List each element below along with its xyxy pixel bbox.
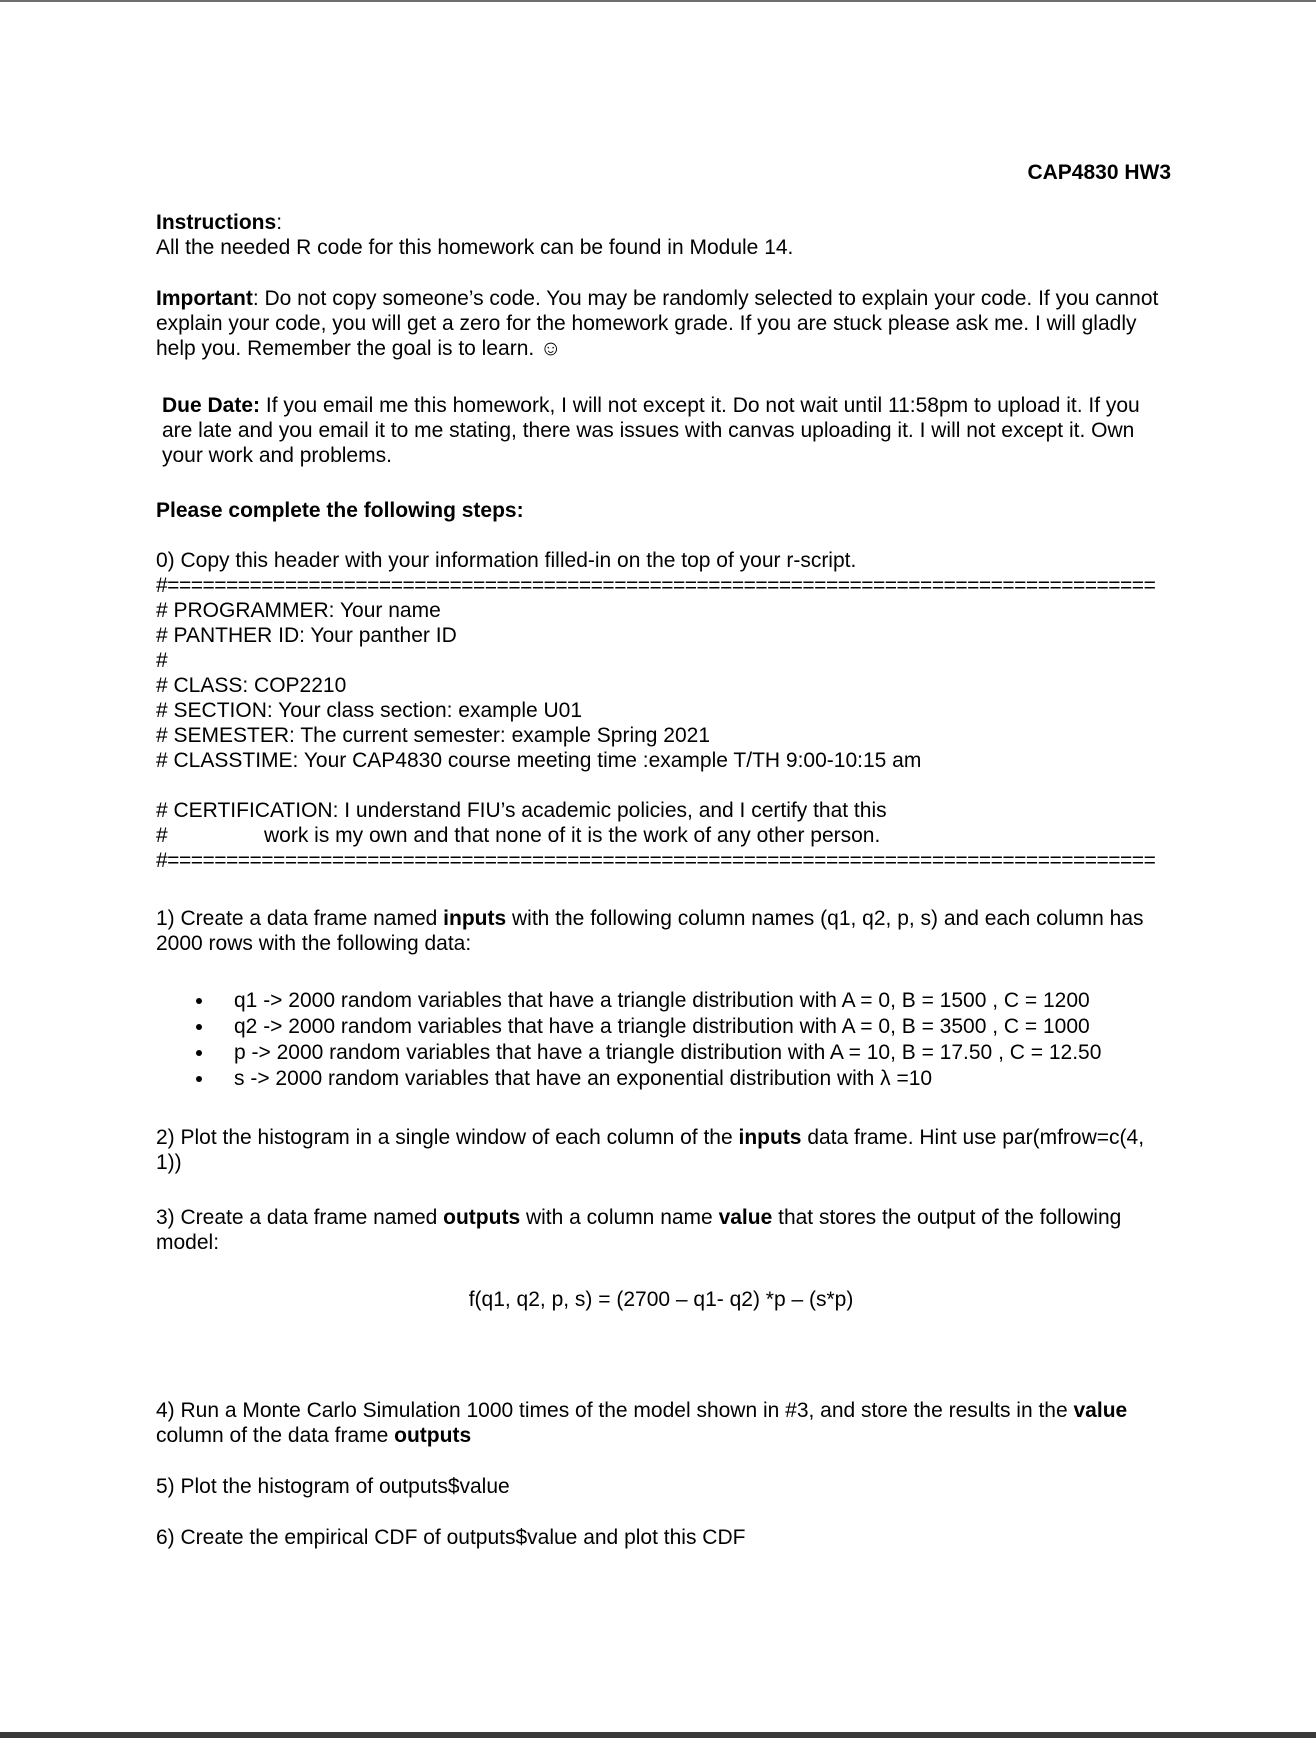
header-certification-cont: # work is my own and that none of it is the work of any other person. bbox=[156, 824, 881, 847]
important-section bbox=[156, 286, 1166, 361]
course-title: CAP4830 HW3 bbox=[1027, 161, 1171, 184]
top-border bbox=[0, 0, 1316, 2]
important-label: Important bbox=[156, 287, 253, 310]
header-panther-id: # PANTHER ID: Your panther ID bbox=[156, 624, 457, 647]
header-certification: # CERTIFICATION: I understand FIU’s academic policies, and I certify that this bbox=[156, 799, 887, 822]
step-3: 3) Create a data frame named outputs with a column name value that stores the output of the following model: bbox=[156, 1206, 1122, 1254]
header-programmer: # PROGRAMMER: Your name bbox=[156, 599, 441, 622]
instructions-label: Instructions bbox=[156, 211, 277, 234]
header-semester: # SEMESTER: The current semester: example Spring 2021 bbox=[156, 724, 711, 747]
header-hash: # bbox=[156, 649, 168, 672]
header-classtime: # CLASSTIME: Your CAP4830 course meeting time :example T/TH 9:00-10:15 am bbox=[156, 749, 922, 772]
step-1-bullets bbox=[156, 988, 1166, 1092]
bottom-border bbox=[0, 1732, 1316, 1738]
step-6: 6) Create the empirical CDF of outputs$value and plot this CDF bbox=[156, 1526, 746, 1549]
bullet-dot bbox=[196, 998, 202, 1004]
header-separator-top: #==================================================================================== bbox=[156, 574, 1156, 597]
step-5: 5) Plot the histogram of outputs$value bbox=[156, 1475, 510, 1498]
instructions-colon: : bbox=[276, 211, 283, 234]
steps-heading: Please complete the following steps: bbox=[156, 499, 524, 522]
due-date-section bbox=[162, 393, 1166, 468]
header-section: # SECTION: Your class section: example U01 bbox=[156, 699, 583, 722]
bullet-dot bbox=[196, 1024, 202, 1030]
model-formula: f(q1, q2, p, s) = (2700 – q1- q2) *p – (s*p) bbox=[468, 1288, 854, 1311]
step-4: 4) Run a Monte Carlo Simulation 1000 times of the model shown in #3, and store the results in the value column of the data frame outputs bbox=[156, 1399, 1128, 1447]
due-date-text: If you email me this homework, I will not except it. Do not wait until 11:58pm to upload it. If you are late and you email it to me stating, there was issues with canvas uploading it. I will not except it. Own your work and problems. bbox=[162, 394, 1140, 467]
due-date-label: Due Date: bbox=[162, 394, 261, 417]
bullet-dot bbox=[196, 1076, 202, 1082]
bullet-dot bbox=[196, 1050, 202, 1056]
bullet-p: p -> 2000 random variables that have a triangle distribution with A = 10, B = 17.50 , C = 12.50 bbox=[156, 1040, 1166, 1066]
bullet-s: s -> 2000 random variables that have an exponential distribution with λ =10 bbox=[156, 1066, 1166, 1092]
step-0 bbox=[156, 548, 1166, 873]
step-2: 2) Plot the histogram in a single window of each column of the inputs data frame. Hint use par(mfrow=c(4, 1)) bbox=[156, 1126, 1145, 1174]
bullet-q1: q1 -> 2000 random variables that have a triangle distribution with A = 0, B = 1500 , C = 1200 bbox=[156, 988, 1166, 1014]
instructions-text: All the needed R code for this homework can be found in Module 14. bbox=[156, 236, 794, 259]
step-1: 1) Create a data frame named inputs with the following column names (q1, q2, p, s) and each column has 2000 rows with the following data: bbox=[156, 907, 1144, 955]
bullet-q2: q2 -> 2000 random variables that have a triangle distribution with A = 0, B = 3500 , C = 1000 bbox=[156, 1014, 1166, 1040]
step-0-text: 0) Copy this header with your information filled-in on the top of your r-script. bbox=[156, 549, 857, 572]
important-text: : Do not copy someone’s code. You may be randomly selected to explain your code. If you cannot explain your code, you will get a zero for the homework grade. If you are stuck please ask me. I will gladly help you. Remember the goal is to learn. ☺ bbox=[156, 287, 1159, 360]
instructions-section bbox=[156, 210, 1166, 260]
header-class: # CLASS: COP2210 bbox=[156, 674, 347, 697]
header-separator-bottom: #==================================================================================== bbox=[156, 849, 1156, 872]
